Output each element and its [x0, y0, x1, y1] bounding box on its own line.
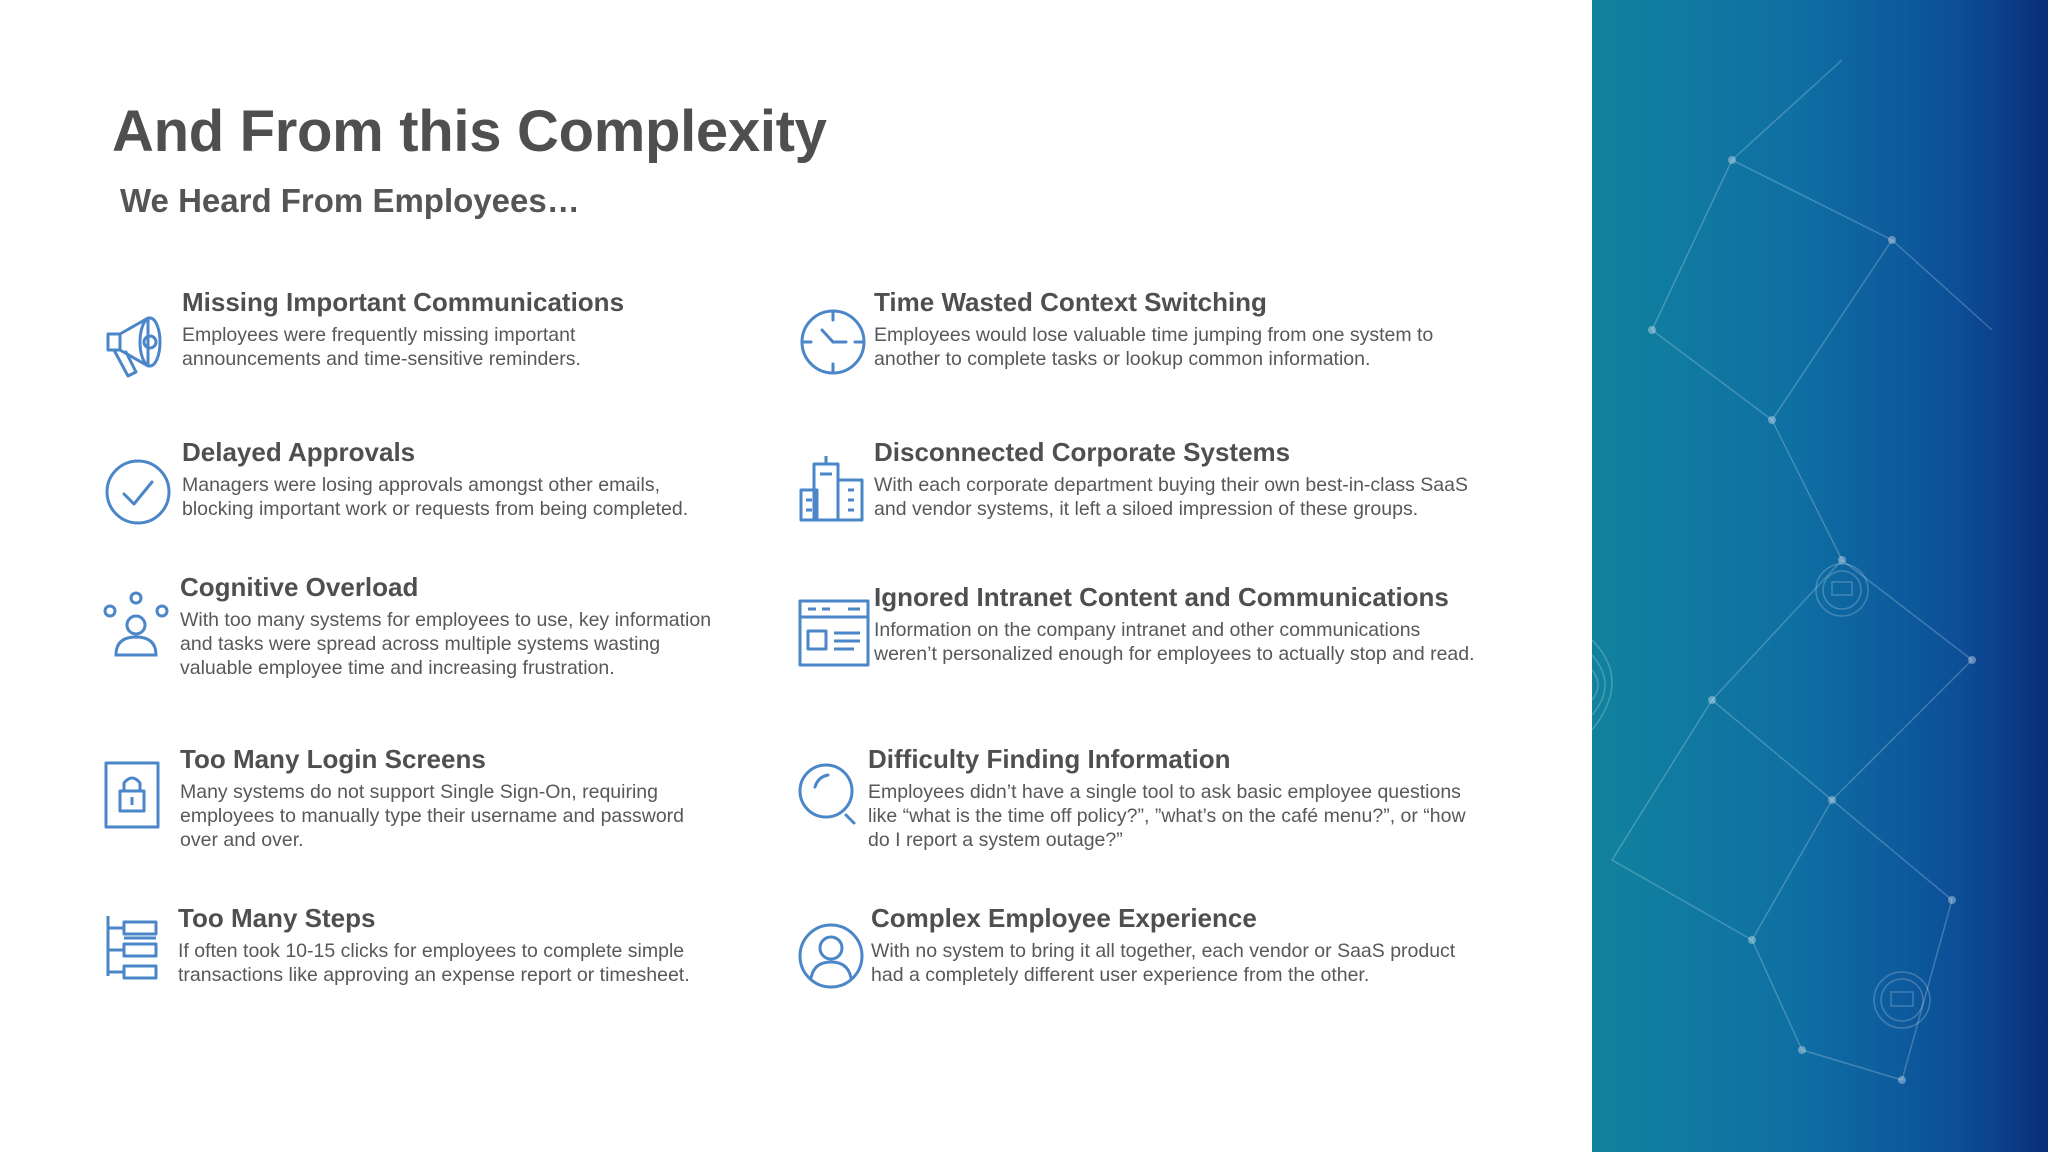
- network-lines: [1612, 60, 1992, 1080]
- item-title: Complex Employee Experience: [871, 903, 1257, 933]
- item-description: If often took 10-15 clicks for employees to complete simple transactions like approving an expense report or timesheet.: [178, 940, 690, 986]
- item-title: Difficulty Finding Information: [868, 744, 1231, 774]
- item-title: Too Many Login Screens: [180, 744, 486, 774]
- monitor-icon: [1874, 972, 1930, 1028]
- checkmark-circle-icon: [104, 458, 174, 528]
- slide-subtitle: We Heard From Employees…: [120, 182, 580, 219]
- search-icon: [798, 763, 864, 833]
- person-overload-icon: [102, 591, 172, 661]
- browser-window-icon: [798, 599, 870, 669]
- item-description: Employees would lose valuable time jumping from one system to another to complete tasks or lookup common information.: [874, 324, 1434, 370]
- wifi-icon: [1592, 640, 1612, 730]
- hero-image-panel: [1592, 0, 2048, 1152]
- megaphone-icon: [104, 306, 174, 386]
- item-title: Missing Important Communications: [182, 287, 625, 317]
- buildings-icon: [798, 456, 868, 526]
- item-description: With too many systems for employees to use, key information and tasks were spread across multiple systems wasting valuable employee time and increasing frustration.: [180, 609, 712, 679]
- item-description: Many systems do not support Single Sign-On, requiring employees to manually type their username and password over and over.: [180, 781, 685, 851]
- item-description: Managers were losing approvals amongst other emails, blocking important work or requests from being completed.: [182, 474, 689, 520]
- item-title: Too Many Steps: [178, 903, 376, 933]
- item-title: Ignored Intranet Content and Communications: [874, 582, 1449, 612]
- monitor-icon: [1816, 564, 1868, 616]
- item-description: With no system to bring it all together, each vendor or SaaS product had a completely different user experience from the other.: [871, 940, 1456, 986]
- hierarchy-steps-icon: [104, 916, 164, 986]
- user-circle-icon: [798, 922, 868, 992]
- network-nodes: [1648, 156, 1976, 1084]
- item-title: Cognitive Overload: [180, 572, 419, 602]
- item-description: Employees were frequently missing important announcements and time-sensitive reminders.: [182, 324, 581, 370]
- item-title: Disconnected Corporate Systems: [874, 437, 1291, 467]
- clock-icon: [798, 306, 868, 378]
- item-title: Time Wasted Context Switching: [874, 287, 1267, 317]
- lock-icon: [104, 761, 164, 831]
- item-description: Information on the company intranet and other communications weren’t personalized enough for employees to actually stop and read.: [874, 619, 1475, 665]
- slide-title: And From this Complexity: [112, 99, 827, 164]
- item-title: Delayed Approvals: [182, 437, 416, 467]
- item-description: Employees didn’t have a single tool to ask basic employee questions like “what is the time off policy?”, ”what’s on the café menu?”, or “how do I report a system outage?”: [868, 781, 1466, 851]
- item-description: With each corporate department buying their own best-in-class SaaS and vendor systems, it left a siloed impression of these groups.: [874, 474, 1468, 520]
